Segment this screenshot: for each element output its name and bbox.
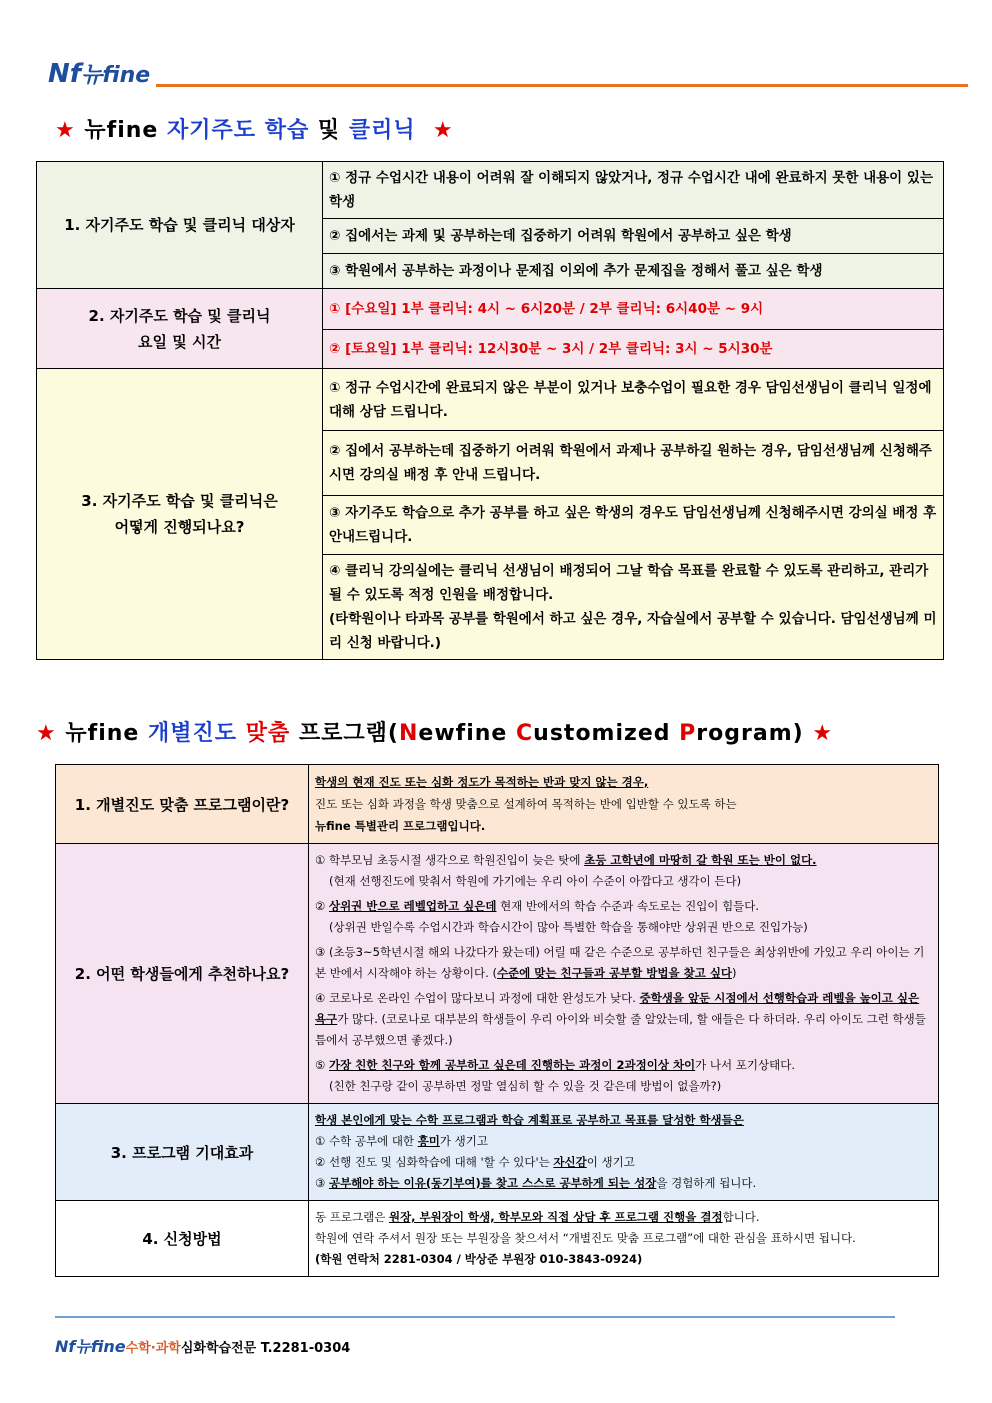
section2-title: [36, 716, 833, 747]
text: 자신감: [553, 1155, 587, 1169]
text: ②: [315, 899, 329, 913]
text: ① 학부모님 초등시절 생각으로 학원진입이 늦은 탓에: [315, 853, 585, 867]
page-footer: [55, 1334, 350, 1357]
text: 이 생기고: [586, 1155, 635, 1169]
star-icon: ★: [36, 721, 57, 746]
list-item: ③ 자기주도 학습으로 추가 공부를 하고 싶은 학생의 경우도 담임선생님께 신청해주시면 강의실 배정 후 안내드립니다.: [323, 496, 944, 555]
row-head-line: 요일 및 시간: [138, 332, 221, 351]
schedule-saturday: ② [토요일] 1부 클리닉: 12시30분 ~ 3시 / 2부 클리닉: 3시 ~ 5시30분: [323, 330, 944, 369]
list-item: ② 집에서 공부하는데 집중하기 어려워 학원에서 과제나 공부하길 원하는 경우, 담임선생님께 신청해주시면 강의실 배정 후 안내 드립니다.: [323, 431, 944, 496]
section2-title-prefix: 뉴fine: [65, 721, 140, 746]
list-item-note: (타학원이나 타과목 공부를 학원에서 하고 싶은 경우, 자습실에서 공부할 수 있습니다. 담임선생님께 미리 신청 바랍니다.): [329, 611, 937, 651]
text: ③: [315, 1176, 329, 1190]
list-item: [315, 896, 932, 917]
text: ③ (초등3~5학년시절 해외 나갔다가 왔는데) 어릴 때 같은 수준으로 공부하던 친구들은 최상위반에 가있고 우리 아이는 기본 반에서 시작해야 하는 상황이다. (: [315, 945, 925, 980]
header-divider: [156, 84, 968, 87]
star-icon: ★: [432, 118, 454, 143]
list-item: [315, 1055, 932, 1076]
text: 공부해야 하는 이유(동기부여)를 찾고 스스로 공부하게 되는 성장: [328, 1176, 657, 1190]
text: 상위권 반으로 레벨업하고 싶은데: [328, 899, 497, 913]
title-word: ustomized: [533, 721, 680, 746]
title-word: ewfine: [418, 721, 517, 746]
text-line: 학생 본인에게 맞는 수학 프로그램과 학습 계획표로 공부하고 목표를 달성한 학생들은: [315, 1113, 744, 1127]
list-item-note: (상위권 반일수록 수업시간과 학습시간이 많아 특별한 학습을 통해야만 상위권 반으로 진입가능): [329, 920, 808, 934]
contact-info: (학원 연락처 2281-0304 / 박상준 부원장 010-3843-0924): [315, 1252, 643, 1266]
logo-text: 뉴fine: [81, 63, 151, 88]
definition-cell: [309, 765, 939, 844]
title-letter: C: [516, 721, 534, 746]
section1-title-end: 클리닉: [348, 118, 416, 143]
section1-title: [55, 113, 454, 144]
text-line: 진도 또는 심화 과정을 학생 맞춤으로 설계하여 목적하는 반에 입반할 수 있도록 하는: [315, 797, 737, 811]
row-head-apply: 4. 신청방법: [56, 1201, 309, 1277]
section2-title-a: 개별진도: [148, 721, 238, 746]
text: ② 선행 진도 및 심화학습에 대해 '할 수 있다'는: [315, 1155, 554, 1169]
text: ① 수학 공부에 대한: [315, 1134, 418, 1148]
row-head-definition: 1. 개별진도 맞춤 프로그램이란?: [56, 765, 309, 844]
recommend-cell: [309, 844, 939, 1104]
list-item: [315, 942, 932, 984]
text: ): [732, 966, 737, 980]
row-head-effect: 3. 프로그램 기대효과: [56, 1104, 309, 1201]
text: 원장, 부원장이 학생, 학부모와 직접 상담 후 프로그램 진행을 결정: [388, 1210, 723, 1224]
text: 수준에 맞는 친구들과 공부할 방법을 찾고 싶다: [496, 966, 733, 980]
text: 동 프로그램은: [315, 1210, 389, 1224]
table-row: [56, 1201, 939, 1277]
list-item: [323, 555, 944, 660]
footer-logo: [55, 1337, 126, 1356]
list-item-note: (현재 선행진도에 맞춰서 학원에 가기에는 우리 아이 수준이 아깝다고 생각이 든다): [329, 874, 742, 888]
text: ④ 코로나로 온라인 수업이 많다보니 과정에 대한 완성도가 낮다.: [315, 991, 640, 1005]
list-item: [315, 1152, 932, 1173]
table-row: [37, 289, 944, 330]
text: 현재 반에서의 학습 수준과 속도로는 진입이 힘들다.: [496, 899, 760, 913]
section2-title-b: 맞춤: [245, 721, 291, 746]
text: 가장 친한 친구와 함께 공부하고 싶은데 진행하는 과정이 2과정이상 차이: [328, 1058, 696, 1072]
list-item: [315, 1173, 932, 1194]
page-header: [48, 58, 968, 98]
text-line: 학원에 연락 주셔서 원장 또는 부원장을 찾으셔서 “개별진도 맞춤 프로그램”에 대한 관심을 표하시면 됩니다.: [315, 1231, 856, 1245]
title-letter: N: [398, 721, 419, 746]
effect-cell: [309, 1104, 939, 1201]
row-head-process: [37, 369, 323, 660]
text: 가 나서 포기상태다.: [695, 1058, 796, 1072]
text-line: 뉴fine 특별관리 프로그램입니다.: [315, 819, 486, 833]
list-item: [315, 1131, 932, 1152]
row-head-line: 3. 자기주도 학습 및 클리닉은: [81, 492, 278, 510]
footer-text: 심화학습전문 T.2281-0304: [180, 1341, 351, 1356]
table-row: [37, 369, 944, 431]
table-row: [56, 1104, 939, 1201]
text: 가 생기고: [439, 1134, 489, 1148]
row-head-schedule: [37, 289, 323, 369]
text-line: [315, 1207, 932, 1228]
section1-title-main: 자기주도 학습: [167, 118, 310, 143]
section2-title-c: 프로그램(: [298, 721, 399, 746]
text: 흥미: [417, 1134, 440, 1148]
section1-title-prefix: 뉴fine: [84, 118, 159, 143]
table-row: [56, 765, 939, 844]
table-row: [37, 162, 944, 219]
list-item: ② 집에서는 과제 및 공부하는데 집중하기 어려워 학원에서 공부하고 싶은 학생: [323, 219, 944, 254]
brand-logo: [48, 58, 150, 89]
clinic-table: [36, 161, 944, 660]
text: 중학생을 앞둔 시점에서 선행학습과 레벨을 높이고 싶은 욕구: [315, 991, 920, 1026]
star-icon: ★: [55, 118, 76, 143]
apply-cell: [309, 1201, 939, 1277]
list-item: ① 정규 수업시간에 완료되지 않은 부분이 있거나 보충수업이 필요한 경우 담임선생님이 클리닉 일정에 대해 상담 드립니다.: [323, 369, 944, 431]
logo-text: 뉴fine: [75, 1337, 126, 1356]
text-line: 학생의 현재 진도 또는 심화 정도가 목적하는 반과 맞지 않는 경우,: [315, 775, 649, 789]
list-item: ① 정규 수업시간 내용이 어려워 잘 이해되지 않았거나, 정규 수업시간 내에 완료하지 못한 내용이 있는 학생: [323, 162, 944, 219]
row-head-recommend: 2. 어떤 학생들에게 추천하나요?: [56, 844, 309, 1104]
star-icon: ★: [812, 721, 834, 746]
list-item-text: ④ 클리닉 강의실에는 클리닉 선생님이 배정되어 그날 학습 목표를 완료할 수 있도록 관리하고, 관리가 될 수 있도록 적정 인원을 배정합니다.: [329, 563, 929, 603]
schedule-wednesday: ① [수요일] 1부 클리닉: 4시 ~ 6시20분 / 2부 클리닉: 6시40분 ~ 9시: [323, 289, 944, 330]
row-head-target: 1. 자기주도 학습 및 클리닉 대상자: [37, 162, 323, 289]
footer-subjects: 수학·과학: [125, 1341, 181, 1356]
title-word: rogram): [696, 721, 804, 746]
list-item: [315, 988, 932, 1051]
list-item: ③ 학원에서 공부하는 과정이나 문제집 이외에 추가 문제집을 정해서 풀고 싶은 학생: [323, 254, 944, 289]
text: 을 경험하게 됩니다.: [656, 1176, 757, 1190]
logo-mark: Nf: [55, 1337, 76, 1356]
table-row: [56, 844, 939, 1104]
text: 초등 고학년에 마땅히 갈 학원 또는 반이 없다.: [584, 853, 817, 867]
list-item-note: (친한 친구랑 같이 공부하면 정말 열심히 할 수 있을 것 같은데 방법이 없을까?): [329, 1079, 722, 1093]
section1-title-mid: 및: [317, 118, 341, 143]
row-head-line: 어떻게 진행되나요?: [114, 518, 245, 536]
program-table: [55, 764, 939, 1277]
text: 가 많다. (코로나로 대부분의 학생들이 우리 아이와 비슷할 줄 알았는데, 할 애들은 다 하더라. 우리 아이도 그런 학생들 틈에서 공부했으면 좋겠다.): [315, 1012, 926, 1047]
text: 합니다.: [722, 1210, 760, 1224]
row-head-line: 2. 자기주도 학습 및 클리닉: [88, 306, 271, 325]
text: ⑤: [315, 1058, 329, 1072]
title-letter: P: [679, 721, 697, 746]
logo-mark: Nf: [48, 59, 82, 89]
list-item: [315, 850, 932, 871]
footer-divider: [55, 1316, 895, 1318]
